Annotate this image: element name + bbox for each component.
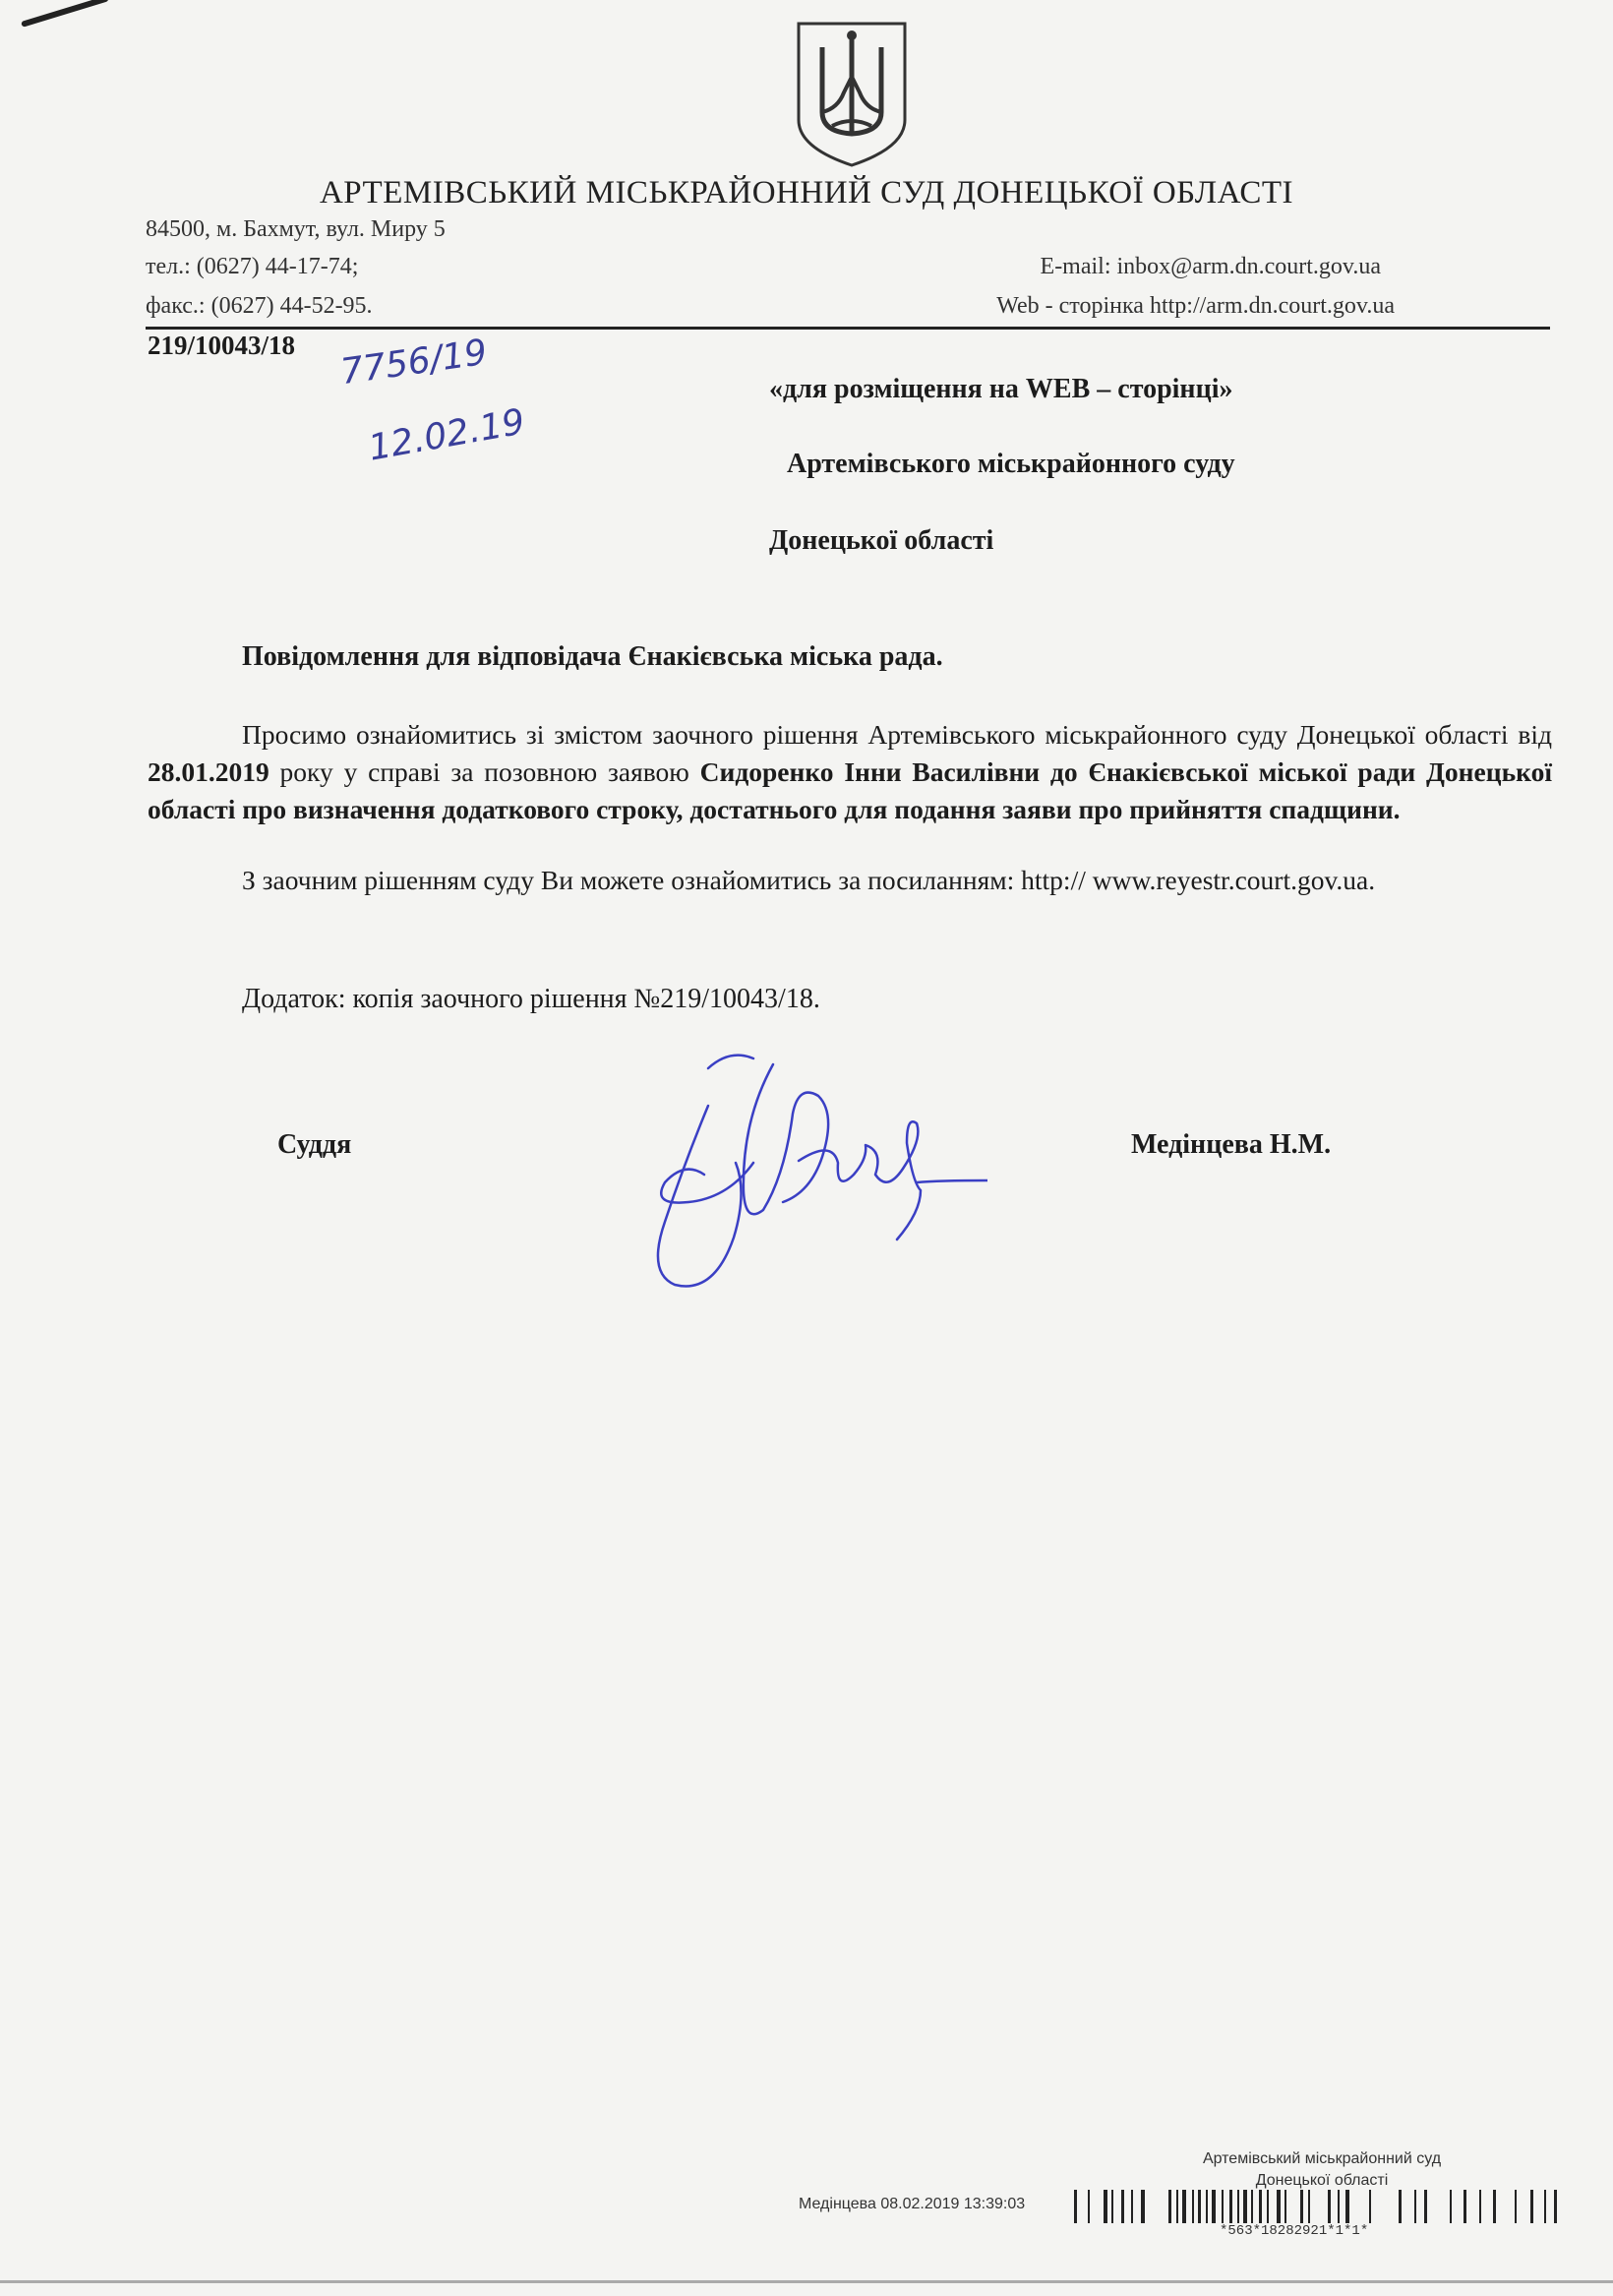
page-edge [0,2280,1613,2283]
trident-emblem-icon [793,18,911,169]
case-subject: Сидоренко Інни Василівни до Єнакієвської міської ради Донецької області про визначення додаткового строку, достатнього для подання заяви про прийняття спадщини. [148,756,1552,824]
case-number: 219/10043/18 [148,331,296,360]
paragraph-text: Просимо ознайомитись зі змістом заочного рішення Артемівського міськрайонного суду Донецької області від [242,719,1552,750]
handwritten-reg-number: 7756/19 [337,332,490,393]
court-phone: тел.: (0627) 44-17-74; [146,254,359,279]
attachment-note: Додаток: копія заочного рішення №219/10043/18. [242,984,820,1014]
header-divider [146,327,1550,330]
court-fax: факс.: (0627) 44-52-95. [146,293,373,319]
scan-mark [21,0,109,28]
handwritten-date: 12.02.19 [365,401,528,469]
addressee-line-1: «для розміщення на WEB – сторінці» [769,374,1233,404]
registry-stamp-meta: Медінцева 08.02.2019 13:39:03 [799,2196,1026,2212]
court-address: 84500, м. Бахмут, вул. Миру 5 [146,216,446,242]
judge-label: Суддя [277,1129,352,1160]
notice-paragraph-2: З заочним рішенням суду Ви можете ознайомитись за посиланням: http:// www.reyestr.court.gov.ua. [242,865,1376,895]
notice-title: Повідомлення для відповідача Єнакієвська міська рада. [242,641,943,672]
court-name: АРТЕМІВСЬКИЙ МІСЬКРАЙОННИЙ СУД ДОНЕЦЬКОЇ ОБЛАСТІ [319,175,1294,211]
judge-signature [626,1045,987,1297]
barcode-number: *563*18282921*1*1* [1220,2223,1369,2239]
stamp-court-line-1: Артемівський міськрайонний суд [1202,2150,1442,2167]
paragraph-text: року у справі за позовною заявою [269,756,700,787]
registry-stamp-court [1174,2148,1469,2192]
stamp-court-line-2: Донецької області [1255,2172,1389,2189]
court-email: E-mail: inbox@arm.dn.court.gov.ua [1040,254,1381,279]
addressee-line-2: Артемівського міськрайонного суду [787,449,1235,479]
decision-date: 28.01.2019 [148,756,269,787]
addressee-line-3: Донецької області [769,525,994,556]
notice-paragraph-1 [148,716,1552,828]
barcode-icon [1074,2190,1560,2223]
court-web: Web - сторінка http://arm.dn.court.gov.ua [996,293,1395,319]
judge-name: Медінцева Н.М. [1131,1129,1332,1160]
